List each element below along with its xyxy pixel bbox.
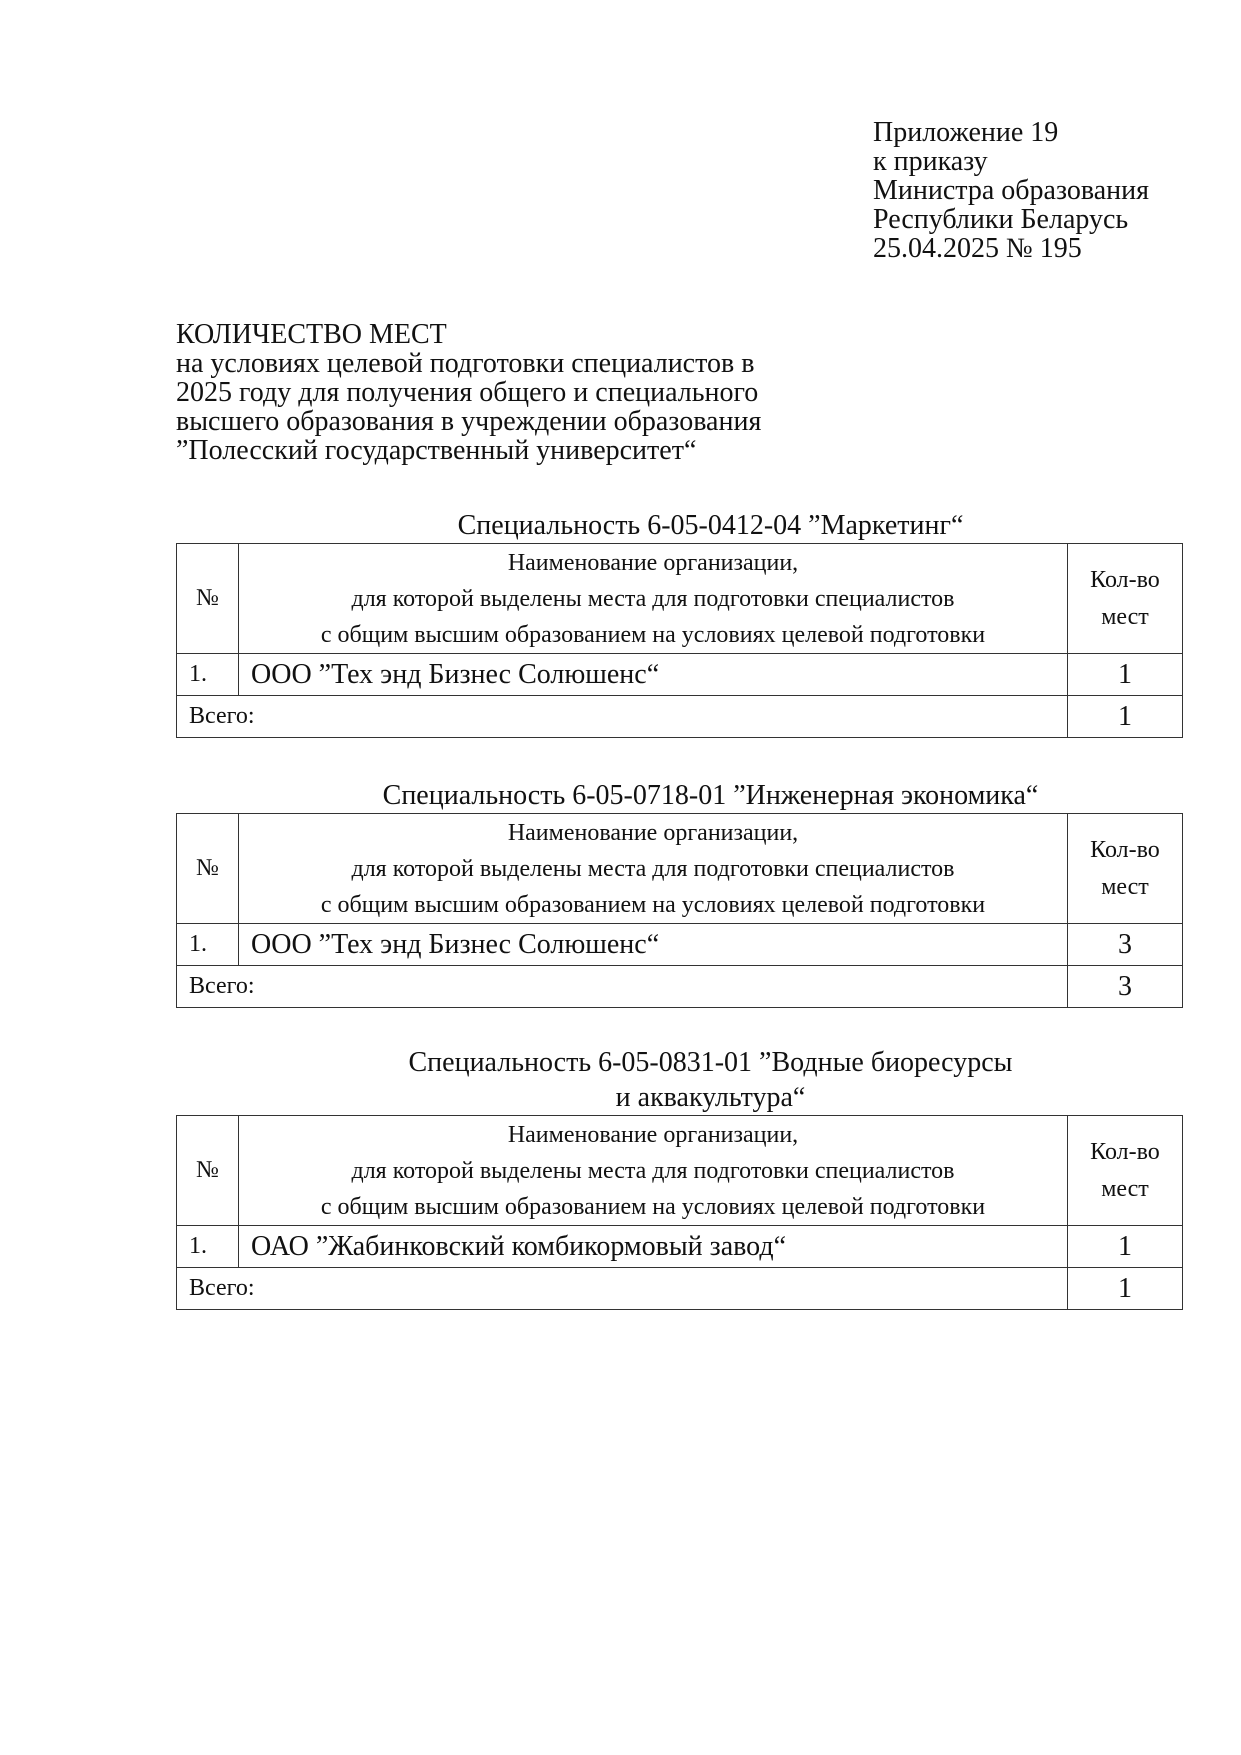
header-org-line: с общим высшим образованием на условиях целевой подготовки bbox=[320, 621, 986, 648]
appendix-block bbox=[873, 118, 1149, 263]
header-qty-line: Кол-во bbox=[1090, 836, 1160, 863]
total-label: Всего: bbox=[177, 966, 1068, 1008]
header-org-line: Наименование организации, bbox=[507, 549, 799, 576]
total-row bbox=[177, 696, 1183, 738]
row-num: 1. bbox=[177, 654, 239, 696]
total-row bbox=[177, 1268, 1183, 1310]
places-table bbox=[176, 813, 1183, 1008]
header-qty bbox=[1068, 544, 1183, 654]
appendix-line: 25.04.2025 № 195 bbox=[873, 233, 1082, 264]
table-header-row bbox=[177, 814, 1183, 924]
specialty-title-line: Специальность 6-05-0718-01 ”Инженерная экономика“ bbox=[382, 780, 1039, 811]
specialty-title-line: Специальность 6-05-0412-04 ”Маркетинг“ bbox=[457, 510, 964, 541]
row-org: ООО ”Тех энд Бизнес Солюшенс“ bbox=[239, 924, 1068, 966]
heading-line: высшего образования в учреждении образования bbox=[176, 406, 762, 437]
row-num: 1. bbox=[177, 924, 239, 966]
header-num: № bbox=[177, 814, 239, 924]
header-org bbox=[239, 1116, 1068, 1226]
appendix-line: Республики Беларусь bbox=[873, 204, 1129, 235]
appendix-line: Министра образования bbox=[873, 175, 1149, 206]
header-org-line: для которой выделены места для подготовки специалистов bbox=[351, 1157, 955, 1184]
header-num: № bbox=[177, 544, 239, 654]
heading-line: на условиях целевой подготовки специалистов в bbox=[176, 348, 755, 379]
total-value: 1 bbox=[1068, 1268, 1183, 1310]
header-qty-line: мест bbox=[1101, 603, 1149, 630]
table-header-row bbox=[177, 1116, 1183, 1226]
header-org bbox=[239, 544, 1068, 654]
table-row bbox=[177, 924, 1183, 966]
table-header-row bbox=[177, 544, 1183, 654]
places-table bbox=[176, 1115, 1183, 1310]
header-qty-line: мест bbox=[1101, 1175, 1149, 1202]
header-qty-line: Кол-во bbox=[1090, 1138, 1160, 1165]
header-org-line: Наименование организации, bbox=[507, 819, 799, 846]
specialty-title-line: и аквакультура“ bbox=[615, 1082, 806, 1113]
heading-line: 2025 году для получения общего и специального bbox=[176, 377, 759, 408]
header-qty bbox=[1068, 1116, 1183, 1226]
places-table bbox=[176, 543, 1183, 738]
header-org-line: для которой выделены места для подготовки специалистов bbox=[351, 855, 955, 882]
row-org: ОАО ”Жабинковский комбикормовый завод“ bbox=[239, 1226, 1068, 1268]
specialty-title-line: Специальность 6-05-0831-01 ”Водные биоресурсы bbox=[408, 1047, 1013, 1078]
header-org-line: Наименование организации, bbox=[507, 1121, 799, 1148]
row-num: 1. bbox=[177, 1226, 239, 1268]
header-org-line: для которой выделены места для подготовки специалистов bbox=[351, 585, 955, 612]
table-row bbox=[177, 654, 1183, 696]
header-qty-line: мест bbox=[1101, 873, 1149, 900]
total-value: 3 bbox=[1068, 966, 1183, 1008]
specialty-section bbox=[176, 508, 1183, 738]
header-qty-line: Кол-во bbox=[1090, 566, 1160, 593]
heading-line: ”Полесский государственный университет“ bbox=[176, 435, 697, 466]
row-qty: 3 bbox=[1068, 924, 1183, 966]
row-org: ООО ”Тех энд Бизнес Солюшенс“ bbox=[239, 654, 1068, 696]
table-row bbox=[177, 1226, 1183, 1268]
header-org bbox=[239, 814, 1068, 924]
heading-title: КОЛИЧЕСТВО МЕСТ bbox=[176, 319, 447, 350]
total-row bbox=[177, 966, 1183, 1008]
specialty-title bbox=[176, 778, 1183, 813]
specialty-section bbox=[176, 1045, 1183, 1310]
total-value: 1 bbox=[1068, 696, 1183, 738]
specialty-title bbox=[176, 508, 1183, 543]
total-label: Всего: bbox=[177, 1268, 1068, 1310]
row-qty: 1 bbox=[1068, 1226, 1183, 1268]
specialty-title bbox=[176, 1045, 1183, 1115]
total-label: Всего: bbox=[177, 696, 1068, 738]
document-heading bbox=[176, 320, 761, 465]
header-org-line: с общим высшим образованием на условиях целевой подготовки bbox=[320, 891, 986, 918]
appendix-line: к приказу bbox=[873, 146, 988, 177]
header-org-line: с общим высшим образованием на условиях целевой подготовки bbox=[320, 1193, 986, 1220]
specialty-section bbox=[176, 778, 1183, 1008]
row-qty: 1 bbox=[1068, 654, 1183, 696]
header-qty bbox=[1068, 814, 1183, 924]
header-num: № bbox=[177, 1116, 239, 1226]
appendix-line: Приложение 19 bbox=[873, 117, 1059, 148]
